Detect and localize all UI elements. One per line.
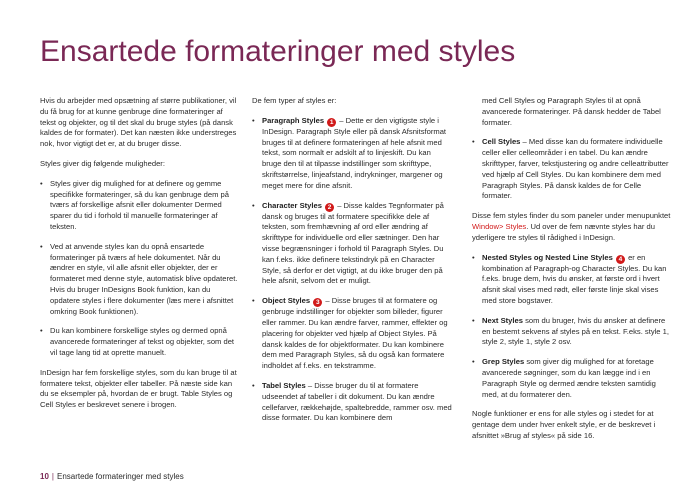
column-right bbox=[472, 96, 672, 451]
description: – Dette er den vigtigste style i InDesign. Paragraph Style eller på dansk Afsnitsformat bruges til at definere formateringen af hele afsnit med tekst, som normalt er adskilt af to linjeskift. Du kan bruge den til at tilpasse indstillinger som skrifttype, skriftstørrelse, linjeafstand, indrykninger, margener og meget mere for dine afsnit. bbox=[262, 115, 447, 190]
description: som du bruger, hvis du ønsker at definere en bestemt sekvens af styles på en tekst. F.eks. style 1, style 2, style 1, style 2 osv. bbox=[482, 315, 669, 347]
term: Object Styles bbox=[262, 296, 311, 306]
description: som giver dig mulighed for at foretage avancerede søgninger, som du kan lægge ind i en Paragraph Style og dermed ændre teksten samtidig med, at du formaterer den. bbox=[482, 357, 656, 399]
options-lead: Styles giver dig følgende muligheder: bbox=[40, 158, 165, 168]
extra-styles-list bbox=[472, 253, 672, 401]
text-run: Disse fem styles finder du som paneler under menupunktet bbox=[472, 211, 671, 221]
column-middle bbox=[252, 96, 452, 433]
text-run: . Ud over de fem nævnte styles har du yderligere tre styles til rådighed i InDesign. bbox=[472, 221, 655, 242]
footer-separator: | bbox=[51, 472, 54, 481]
callout-number-badge: 1 bbox=[327, 118, 336, 127]
list-item-table-styles bbox=[252, 381, 452, 424]
list-item-object-styles bbox=[252, 296, 452, 372]
list-item-nested-styles bbox=[472, 253, 672, 307]
menu-path: Window> Styles bbox=[472, 221, 527, 231]
styles-overview-paragraph: InDesign har fem forskellige styles, som du kan bruge til at formatere tekst, objekter eller tabeller. På næste side kan du se eksempler på, hvordan de er brugt. Table Styles og Cell Styles er beskrevet senere i brogen. bbox=[40, 367, 237, 410]
chapter-title: Ensartede formateringer med styles bbox=[56, 472, 184, 481]
term: Tabel Styles bbox=[262, 380, 306, 390]
term: Nested Styles og Nested Line Styles bbox=[482, 252, 613, 262]
term: Next Styles bbox=[482, 315, 523, 325]
list-item: • Ved at anvende styles kan du opnå ensartede formateringer på tværs af hele dokumentet. Når du ændrer en style, vil alle afsnit eller objekter, der er formateret med denne style, automatisk blive opdateret. Hvis du bruger InDesigns Book funktion, kan du opdatere styles i flere dokumenter (læs mere i afsnittet omkring Book funktionen). bbox=[40, 242, 240, 318]
closing-paragraph: Nogle funktioner er ens for alle styles og i stedet for at gentage dem under hver enkelt style, er de beskrevet i afsnittet »Brug af styles« på side 16. bbox=[472, 409, 656, 440]
intro-paragraph: Hvis du arbejder med opsætning af større publikationer, vil du få brug for at kunne genbruge dine formateringer af tekst og objekter, og til det skal du bruge styles (på dansk kaldes de for formater). Det kan næsten ikke understreges nok, hvor vigtigt det er, at du bruger disse. bbox=[40, 96, 237, 149]
page-footer bbox=[40, 472, 184, 482]
description: – Disse kaldes Tegnformater på dansk og bruges til at formatere specifikke dele af teksten, som fremhævning af ord eller ændring af skrifttype for individuelle ord eller sætninger. Den har visse begrænsninger i forhold til Paragraph Styles. Du kan f.eks. ikke definere tekstindryk på en Character Style, så derfor er det vigtigt, at du ikke bruger den på hele afsnit, selvom det er muligt. bbox=[262, 200, 444, 286]
callout-number-badge: 2 bbox=[325, 203, 334, 212]
description: er en kombination af Paragraph-og Character Styles. Du kan f.eks. bruge dem, hvis du ønsker, at første ord i hvert afsnit skal vises med rødt, eller første linje skal vises med store bogstaver. bbox=[482, 252, 667, 305]
description: – Disse bruges til at formatere og genbruge indstillinger for objekter som billeder, figurer eller rammer. Du kan ændre farver, rammer, effekter og placering for objekter ved hjælp af Object Styles. På dansk kaldes de for objektformater. Du kan kombinere dem med Paragraph Styles, så du også kan formatere indholdet af f.eks. en tekstramme. bbox=[262, 296, 448, 371]
list-item-grep-styles bbox=[472, 357, 672, 400]
list-item-character-styles bbox=[252, 201, 452, 288]
list-item-next-styles bbox=[472, 316, 672, 348]
list-item-paragraph-styles bbox=[252, 116, 452, 192]
description: – Disse bruger du til at formatere udseendet af tabeller i dit dokument. Du kan ændre cellefarver, rækkehøjde, spaltebredde, rammer osv. med disse formater. Du kan kombinere dem bbox=[262, 380, 452, 423]
column-left bbox=[40, 96, 240, 420]
style-types-list bbox=[252, 116, 452, 424]
list-item-continued: med Cell Styles og Paragraph Styles til at opnå avancerede formateringer. På dansk hedder de Tabel formater. bbox=[482, 96, 661, 127]
term: Cell Styles bbox=[482, 137, 521, 147]
types-lead: De fem typer af styles er: bbox=[252, 96, 337, 105]
callout-number-badge: 4 bbox=[616, 255, 625, 264]
list-item: • Du kan kombinere forskellige styles og dermed opnå avancerede formateringer af tekst og objekter, som det vil tage lang tid at oprette manuelt. bbox=[40, 326, 240, 358]
benefits-list bbox=[40, 179, 240, 359]
page-number: 10 bbox=[40, 472, 49, 481]
callout-number-badge: 3 bbox=[313, 298, 322, 307]
term: Character Styles bbox=[262, 200, 322, 210]
term: Paragraph Styles bbox=[262, 115, 325, 125]
style-types-list-continued bbox=[472, 96, 672, 202]
description: – Med disse kan du formatere individuelle celler eller celleområder i en tabel. Du kan ændre skrifttyper, farver, tekstjustering og andre celleattributter ved hjælp af Cell Styles. Du kan kombinere dem med Paragraph Styles. På dansk kaldes de for Celle formater. bbox=[482, 137, 669, 201]
list-item-cell-styles bbox=[472, 137, 672, 202]
panels-paragraph bbox=[472, 211, 672, 243]
list-item: • Styles giver dig mulighed for at definere og gemme specifikke formateringer, så du kan genbruge dem på tværs af forskellige afsnit eller dokumenter Dermed sparer du tid i forhold til manuelle formateringer af teksten. bbox=[40, 179, 240, 233]
term: Grep Styles bbox=[482, 357, 525, 367]
page-title: Ensartede formateringer med styles bbox=[40, 35, 516, 68]
